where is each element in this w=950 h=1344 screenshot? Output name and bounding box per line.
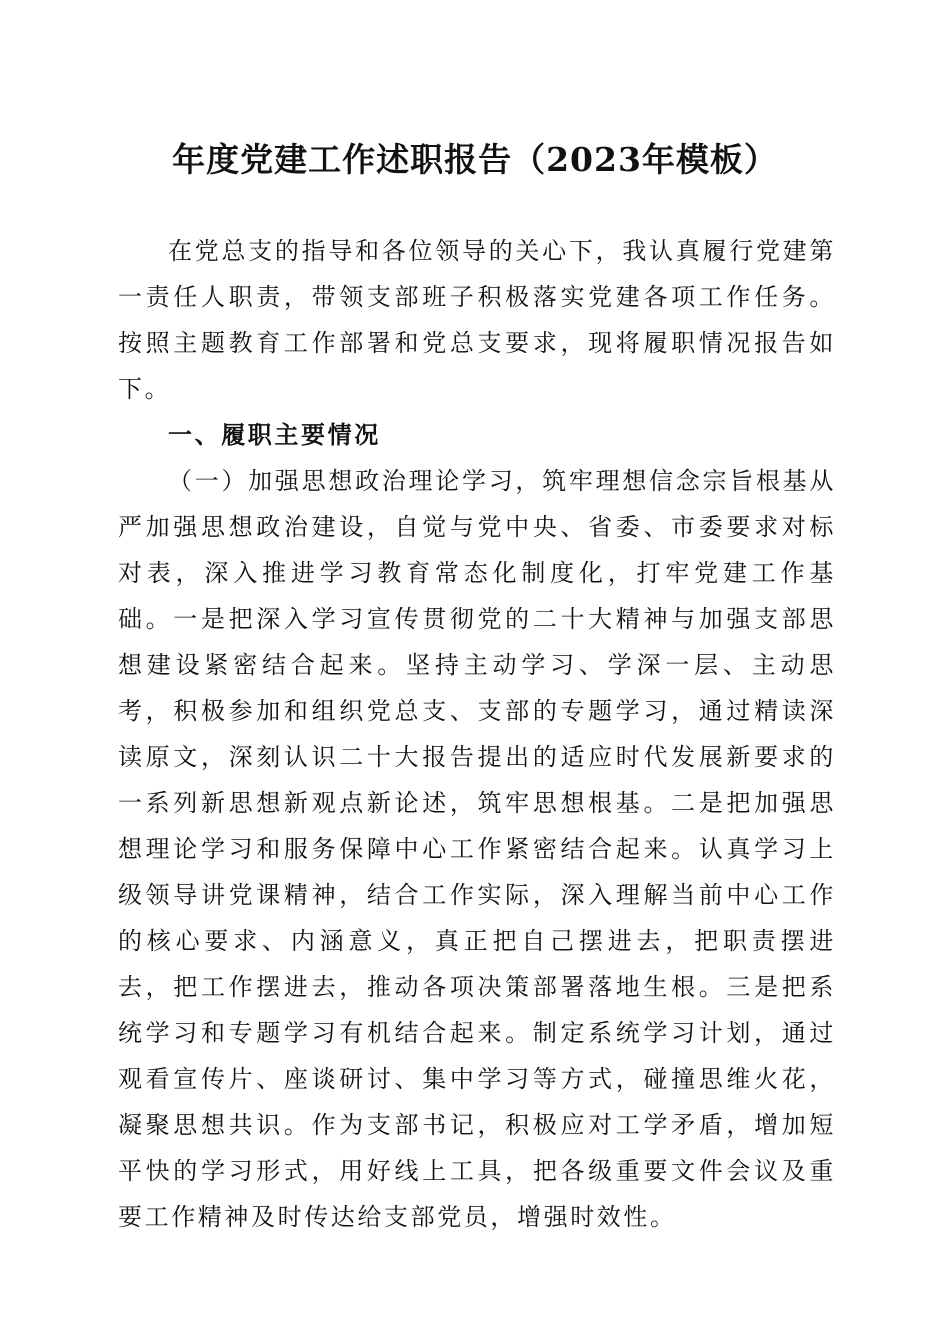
- document-title: 年度党建工作述职报告（2023年模板）: [172, 140, 778, 179]
- intro-paragraph: 在党总支的指导和各位领导的关心下，我认真履行党建第一责任人职责，带领支部班子积极落实党建各项工作任务。按照主题教育工作部署和党总支要求，现将履职情况报告如下。: [118, 237, 836, 403]
- section-heading: 一、履职主要情况: [168, 421, 381, 449]
- document-body: [118, 228, 836, 1240]
- section-paragraph: （一）加强思想政治理论学习，筑牢理想信念宗旨根基从严加强思想政治建设，自觉与党中央、省委、市委要求对标对表，深入推进学习教育常态化制度化，打牢党建工作基础。一是把深入学习宣传贯彻党的二十大精神与加强支部思想建设紧密结合起来。坚持主动学习、学深一层、主动思考，积极参加和组织党总支、支部的专题学习，通过精读深读原文，深刻认识二十大报告提出的适应时代发展新要求的一系列新思想新观点新论述，筑牢思想根基。二是把加强思想理论学习和服务保障中心工作紧密结合起来。认真学习上级领导讲党课精神，结合工作实际，深入理解当前中心工作的核心要求、内涵意义，真正把自己摆进去，把职责摆进去，把工作摆进去，推动各项决策部署落地生根。三是把系统学习和专题学习有机结合起来。制定系统学习计划，通过观看宣传片、座谈研讨、集中学习等方式，碰撞思维火花，凝聚思想共识。作为支部书记，积极应对工学矛盾，增加短平快的学习形式，用好线上工具，把各级重要文件会议及重要工作精神及时传达给支部党员，增强时效性。: [118, 467, 836, 1231]
